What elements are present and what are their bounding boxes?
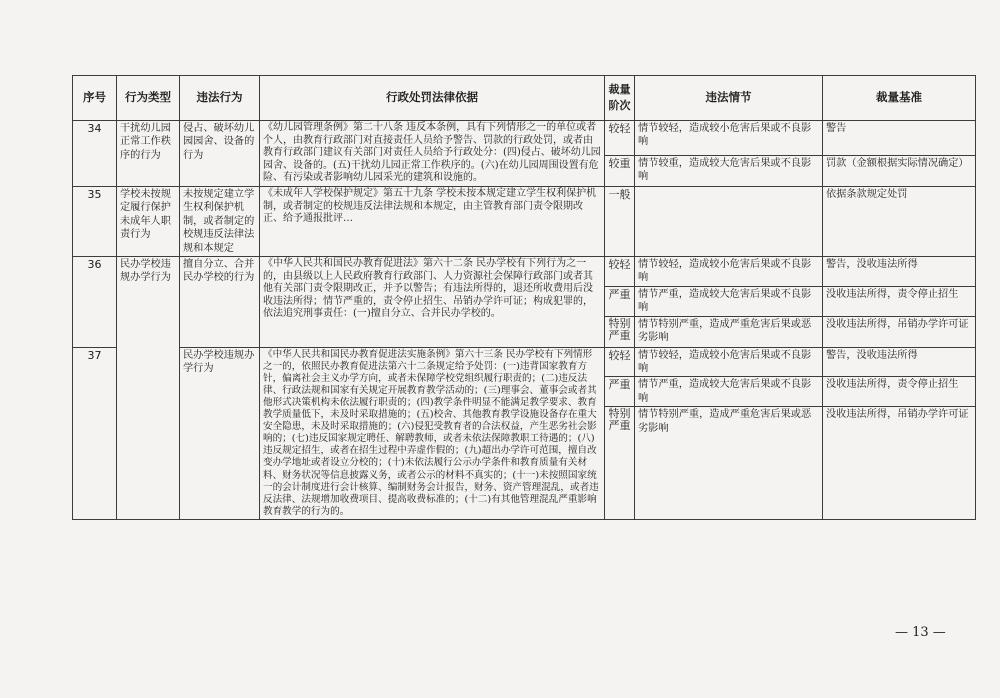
row-act: 未按规定建立学生权利保护机制，或者制定的校规违反法律法规和本规定 bbox=[180, 186, 260, 256]
row-standard: 没收违法所得，吊销办学许可证 bbox=[823, 316, 976, 347]
row-act: 民办学校违规办学行为 bbox=[180, 347, 260, 519]
row-level: 较轻 bbox=[605, 257, 635, 287]
row-circumstance: 情节较轻，造成较小危害后果或不良影响 bbox=[635, 121, 823, 156]
row-level: 特别严重 bbox=[605, 316, 635, 347]
header-type: 行为类型 bbox=[117, 76, 180, 121]
row-act: 侵占、破坏幼儿园园舍、设备的行为 bbox=[180, 121, 260, 187]
row-type: 学校未按规定履行保护未成年人职责行为 bbox=[117, 186, 180, 256]
row-act: 擅自分立、合并民办学校的行为 bbox=[180, 257, 260, 348]
row-level: 特别严重 bbox=[605, 407, 635, 520]
row-circumstance: 情节严重，造成较大危害后果或不良影响 bbox=[635, 286, 823, 316]
row-circumstance: 情节较轻，造成较小危害后果或不良影响 bbox=[635, 257, 823, 287]
header-basis: 行政处罚法律依据 bbox=[260, 76, 605, 121]
header-circumstance: 违法情节 bbox=[635, 76, 823, 121]
header-act: 违法行为 bbox=[180, 76, 260, 121]
row-circumstance: 情节较重，造成较大危害后果或不良影响 bbox=[635, 155, 823, 186]
row-circumstance: 情节较轻，造成较小危害后果或不良影响 bbox=[635, 347, 823, 377]
page-number: — 13 — bbox=[895, 625, 946, 640]
row-type: 干扰幼儿园正常工作秩序的行为 bbox=[117, 121, 180, 187]
header-level: 裁量阶次 bbox=[605, 76, 635, 121]
header-seq: 序号 bbox=[73, 76, 117, 121]
row-level: 较重 bbox=[605, 155, 635, 186]
row-circumstance bbox=[635, 186, 823, 256]
row-type: 民办学校违规办学行为 bbox=[117, 257, 180, 520]
row-basis: 《幼儿园管理条例》第二十八条 违反本条例，具有下列情形之一的单位或者个人，由教育行政部门对直接责任人员给予警告、罚款的行政处罚，或者由教育行政部门建议有关部门对责任人员给予行政处分：(四)侵占、破坏幼儿园园舍、设备的。(五)干扰幼儿园正常工作秩序的。(六)在幼儿园周围设置有危险、有污染或者影响幼儿园采光的建筑和设施的。 bbox=[260, 121, 605, 187]
row-level: 严重 bbox=[605, 377, 635, 407]
row-level: 严重 bbox=[605, 286, 635, 316]
row-seq: 35 bbox=[73, 186, 117, 256]
row-seq: 36 bbox=[73, 257, 117, 348]
row-standard: 罚款（金额根据实际情况确定） bbox=[823, 155, 976, 186]
penalty-discretion-table bbox=[72, 75, 976, 520]
row-circumstance: 情节特别严重，造成严重危害后果或恶劣影响 bbox=[635, 407, 823, 520]
row-level: 较轻 bbox=[605, 347, 635, 377]
row-seq: 34 bbox=[73, 121, 117, 187]
table-row bbox=[73, 257, 976, 287]
row-standard: 警告，没收违法所得 bbox=[823, 347, 976, 377]
row-basis: 《中华人民共和国民办教育促进法实施条例》第六十三条 民办学校有下列情形之一的，依照民办教育促进法第六十二条规定给予处罚：(一)违背国家教育方针，偏离社会主义办学方向，或者未保障学校党组织履行职责的；(二)违反法律、行政法规和国家有关规定开展教育教学活动的；(三)理事会、董事会或者其他形式决策机构未依法履行职责的；(四)教学条件明显不能满足教学要求、教育教学质量低下，未及时采取措施的；(五)校舍、其他教育教学设施设备存在重大安全隐患，未及时采取措施的；(六)侵犯受教育者的合法权益，产生恶劣社会影响的；(七)违反国家规定聘任、解聘教师，或者未依法保障教职工待遇的；(八)违反规定招生，或者在招生过程中弄虚作假的；(九)超出办学许可范围，擅自改变办学地址或者设立分校的；(十)未依法履行公示办学条件和教育质量有关材料、财务状况等信息披露义务，或者公示的材料不真实的；(十一)未按照国家统一的会计制度进行会计核算、编制财务会计报告，财务、资产管理混乱，或者违反法律、法规增加收费项目、提高收费标准的；(十二)有其他管理混乱严重影响教育教学的行为的。 bbox=[260, 347, 605, 519]
row-standard: 没收违法所得，责令停止招生 bbox=[823, 377, 976, 407]
row-circumstance: 情节严重，造成较大危害后果或不良影响 bbox=[635, 377, 823, 407]
table-row bbox=[73, 347, 976, 377]
row-level: 较轻 bbox=[605, 121, 635, 156]
table-row bbox=[73, 121, 976, 156]
row-standard: 警告 bbox=[823, 121, 976, 156]
row-level: 一般 bbox=[605, 186, 635, 256]
header-standard: 裁量基准 bbox=[823, 76, 976, 121]
row-seq: 37 bbox=[73, 347, 117, 519]
row-standard: 警告，没收违法所得 bbox=[823, 257, 976, 287]
row-standard: 没收违法所得，吊销办学许可证 bbox=[823, 407, 976, 520]
row-basis: 《中华人民共和国民办教育促进法》第六十二条 民办学校有下列行为之一的，由县级以上人民政府教育行政部门、人力资源社会保障行政部门或者其他有关部门责令限期改正，并予以警告；有违法所得的，退还所收费用后没收违法所得；情节严重的，责令停止招生、吊销办学许可证；构成犯罪的，依法追究刑事责任：(一)擅自分立、合并民办学校的。 bbox=[260, 257, 605, 348]
table-row bbox=[73, 186, 976, 256]
row-basis: 《未成年人学校保护规定》第五十九条 学校未按本规定建立学生权利保护机制，或者制定的校规违反法律法规和本规定，由主管教育部门责令限期改正、给予通报批评… bbox=[260, 186, 605, 256]
table-header-row bbox=[73, 76, 976, 121]
row-standard: 没收违法所得，责令停止招生 bbox=[823, 286, 976, 316]
row-circumstance: 情节特别严重，造成严重危害后果或恶劣影响 bbox=[635, 316, 823, 347]
row-standard: 依据条款规定处罚 bbox=[823, 186, 976, 256]
